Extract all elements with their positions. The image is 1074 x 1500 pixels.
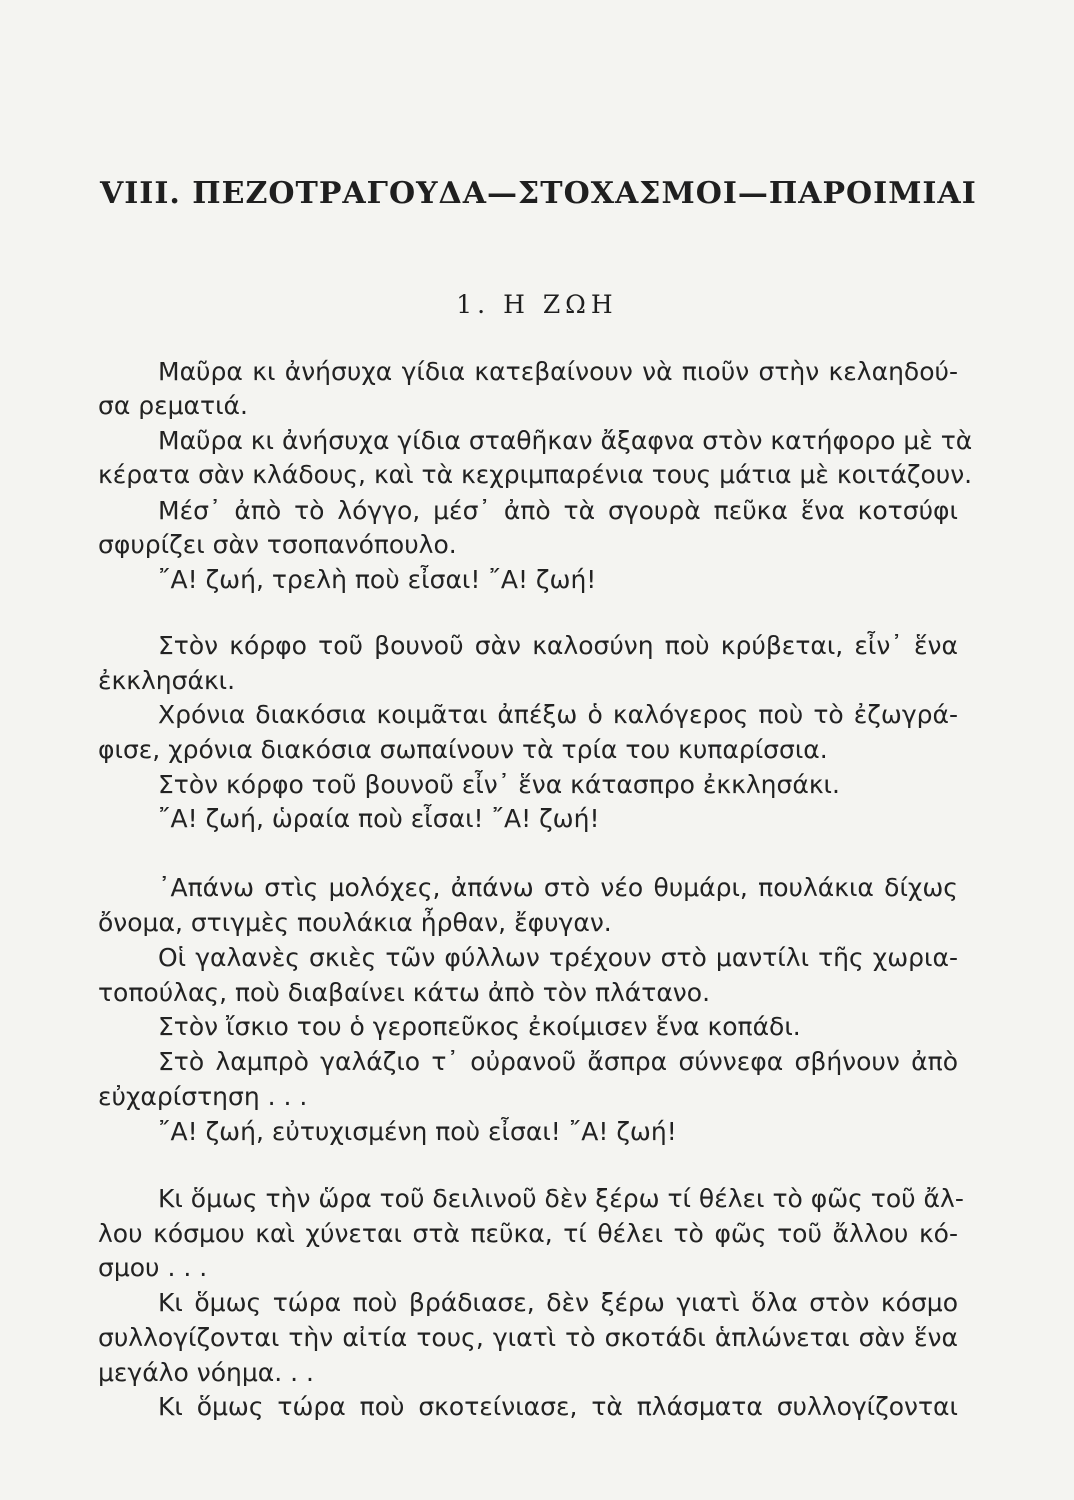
text-line: Στὸν κόρφο τοῦ βουνοῦ εἶν᾽ ἕνα κάτασπρο ἐκκλησάκι. [158,770,840,799]
text-line: Χρόνια διακόσια κοιμᾶται ἀπέξω ὁ καλόγερος ποὺ τὸ ἐζωγρά- [158,700,958,729]
text-line: σμου . . . [98,1253,208,1282]
text-line: σα ρεματιά. [98,391,248,420]
text-line: εὐχαρίστηση . . . [98,1082,308,1111]
text-line: Μαῦρα κι ἀνήσυχα γίδια κατεβαίνουν νὰ πιοῦν στὴν κελαηδού- [158,357,958,386]
text-line: φισε, χρόνια διακόσια σωπαίνουν τὰ τρία του κυπαρίσσια. [98,735,828,764]
text-line: Κι ὅμως τὴν ὥρα τοῦ δειλινοῦ δὲν ξέρω τί θέλει τὸ φῶς τοῦ ἄλ- [158,1184,964,1213]
text-line: Στὸν ἴσκιο του ὁ γεροπεῦκος ἐκοίμισεν ἕνα κοπάδι. [158,1012,801,1041]
text-line: ῎Α! ζωή, τρελὴ ποὺ εἶσαι! ῎Α! ζωή! [158,565,597,594]
text-line: ὄνομα, στιγμὲς πουλάκια ἦρθαν, ἔφυγαν. [98,908,612,937]
text-line: μεγάλο νόημα. . . [98,1358,314,1387]
section-title: 1. Η ΖΩΗ [456,290,618,319]
chapter-title: VIII. ΠΕΖΟΤΡΑΓΟΥΔΑ—ΣΤΟΧΑΣΜΟΙ—ΠΑΡΟΙΜΙΑΙ [100,176,977,211]
text-line: ῎Α! ζωή, εὐτυχισμένη ποὺ εἶσαι! ῎Α! ζωή! [158,1117,677,1146]
text-line: Κι ὅμως τώρα ποὺ βράδιασε, δὲν ξέρω γιατὶ ὅλα στὸν κόσμο [158,1288,958,1317]
text-line: Μέσ᾽ ἀπὸ τὸ λόγγο, μέσ᾽ ἀπὸ τὰ σγουρὰ πεῦκα ἕνα κοτσύφι [158,496,958,525]
text-line: Οἱ γαλανὲς σκιὲς τῶν φύλλων τρέχουν στὸ μαντίλι τῆς χωρια- [158,943,958,972]
text-line: λου κόσμου καὶ χύνεται στὰ πεῦκα, τί θέλει τὸ φῶς τοῦ ἄλλου κό- [98,1219,958,1248]
text-line: κέρατα σὰν κλάδους, καὶ τὰ κεχριμπαρένια τους μάτια μὲ κοιτάζουν. [98,460,973,489]
text-line: Μαῦρα κι ἀνήσυχα γίδια σταθῆκαν ἄξαφνα στὸν κατήφορο μὲ τὰ [158,426,973,455]
text-line: Στὸν κόρφο τοῦ βουνοῦ σὰν καλοσύνη ποὺ κρύβεται, εἶν᾽ ἕνα [158,631,958,660]
text-line: Κι ὅμως τώρα ποὺ σκοτείνιασε, τὰ πλάσματα συλλογίζονται [158,1392,958,1421]
text-line: Στὸ λαμπρὸ γαλάζιο τ᾽ οὐρανοῦ ἄσπρα σύννεφα σβήνουν ἀπὸ [158,1047,958,1076]
text-line: ἐκκλησάκι. [98,666,236,695]
text-line: συλλογίζονται τὴν αἰτία τους, γιατὶ τὸ σκοτάδι ἁπλώνεται σὰν ἕνα [98,1323,958,1352]
text-line: σφυρίζει σὰν τσοπανόπουλο. [98,530,457,559]
text-line: ᾽Απάνω στὶς μολόχες, ἀπάνω στὸ νέο θυμάρι, πουλάκια δίχως [158,873,958,902]
text-line: ῎Α! ζωή, ὡραία ποὺ εἶσαι! ῎Α! ζωή! [158,804,600,833]
text-line: τοπούλας, ποὺ διαβαίνει κάτω ἀπὸ τὸν πλάτανο. [98,978,711,1007]
